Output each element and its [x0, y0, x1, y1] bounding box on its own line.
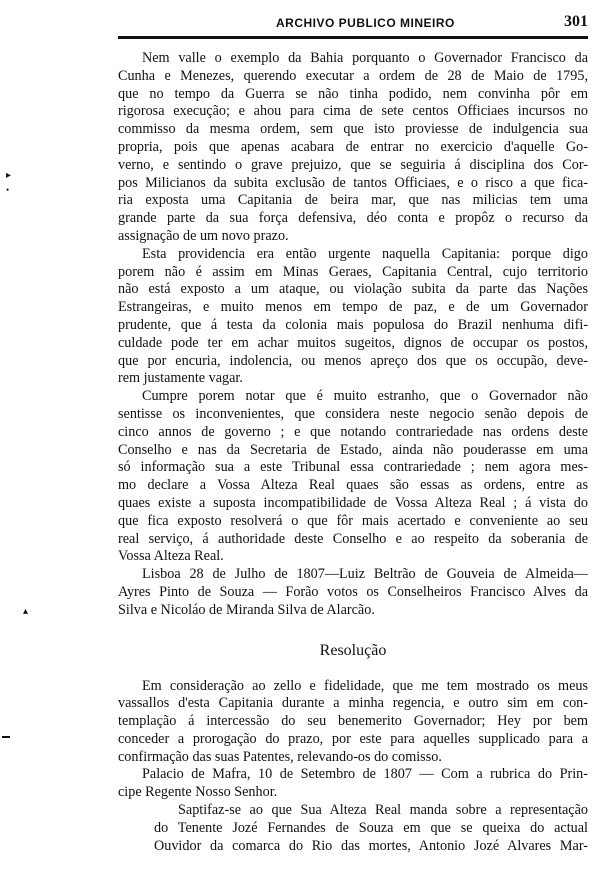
body-text: [118, 50, 588, 855]
paragraph: [118, 50, 588, 246]
text-line: culdade pode ter em achar muitos sugeitos, dignos de occupar os postos,: [118, 334, 588, 351]
margin-mark: •: [6, 185, 10, 195]
paragraph: [118, 566, 588, 619]
text-line: Estrangeiras, e muito menos em tempo de paz, e de um Governador: [118, 299, 588, 316]
page-number: 301: [564, 13, 588, 30]
text-line: verno, e sentindo o grave prejuizo, que se seguiria á disciplina dos Cor-: [118, 156, 588, 173]
text-line: prudente, que á testa da colonia mais populosa do Brazil nenhuma difi-: [118, 316, 588, 333]
text-line: propria, pois que apenas acabara de entrar no exercicio d'aquelle Go-: [118, 138, 588, 155]
header-title: ARCHIVO PUBLICO MINEIRO: [276, 16, 455, 30]
text-line: mo declare a Vossa Alteza Real quaes são essas as ordens, entre as: [118, 477, 588, 494]
text-line: Lisboa 28 de Julho de 1807—Luiz Beltrão de Gouveia de Almeida—: [142, 566, 588, 583]
text-line: Saptifaz-se ao que Sua Alteza Real manda sobre a representação: [178, 802, 588, 819]
margin-mark: ▴: [23, 606, 29, 617]
paragraph: [118, 678, 588, 767]
text-line: rigorosa execução; e ahou para cima de sete centos Officiaes incursos no: [118, 103, 588, 120]
margin-mark: [2, 736, 10, 738]
text-line: não está exposto a um ataque, ou violação subita da parte das Nações: [118, 281, 588, 298]
text-line: Palacio de Mafra, 10 de Setembro de 1807 — Com a rubrica do Prin-: [142, 766, 588, 783]
margin-mark: ▸: [6, 170, 12, 181]
text-line: templação á intercessão do seu benemerito Governador; Hey por bem: [118, 713, 588, 730]
paragraph: [118, 388, 588, 566]
text-line: cinco annos de governo ; e que notando contrariedade nas ordens deste: [118, 423, 588, 440]
text-line: Ouvidor da comarca do Rio das mortes, Antonio Jozé Alvares Mar-: [154, 837, 588, 854]
section-heading: Resolução: [319, 641, 387, 659]
text-line: rem justamente vagar.: [118, 370, 243, 387]
text-line: confirmação das suas Patentes, relevando-os do comisso.: [118, 748, 442, 765]
text-line: pos Milicianos da subita exclusão de tantos Officiaes, e o risco a que fica-: [118, 174, 588, 191]
text-line: conceder a prorogação do prazo, por este para aquelles supplicado para a: [118, 730, 588, 747]
header-rule: [118, 36, 588, 39]
text-line: commisso da mesma ordem, sem que isto proviesse de indulgencia sua: [118, 121, 588, 138]
text-line: do Tenente Jozé Fernandes de Souza em que se queixa do actual: [154, 819, 588, 836]
text-line: vassallos d'esta Capitania durante a minha regencia, e outro sim em con-: [118, 695, 588, 712]
text-line: porem não é assim em Minas Geraes, Capitania Central, cujo territorio: [118, 263, 588, 280]
text-line: quaes existe a suposta incompatibilidade de Vossa Alteza Real ; á vista do: [118, 494, 588, 511]
text-line: Silva e Nicoláo de Miranda Silva de Alarcão.: [118, 601, 375, 618]
text-line: Cunha e Menezes, querendo executar a ordem de 28 de Maio de 1795,: [118, 67, 588, 84]
text-line: que no tempo da Guerra se não tinha podido, nem convinha pôr em: [118, 85, 588, 102]
paragraph: [118, 246, 588, 388]
text-line: grande parte da sua força defensiva, déo conta e propôz o recurso da: [118, 210, 588, 227]
running-header: [118, 12, 588, 36]
text-line: Ayres Pinto de Souza — Forão votos os Conselheiros Francisco Alves da: [118, 583, 588, 600]
text-line: Nem valle o exemplo da Bahia porquanto o Governador Francisco da: [142, 50, 588, 66]
text-line: só informação sua a este Tribunal essa contrariedade ; nem agora mes-: [118, 459, 588, 476]
text-line: Em consideração ao zello e fidelidade, que me tem mostrado os meus: [142, 677, 588, 694]
paragraph: [118, 802, 588, 855]
text-line: Conselho e nas da Secretaria de Estado, ainda não pouderasse em uma: [118, 441, 588, 458]
text-line: sentisse os inconvenientes, que considera neste negocio senão depois de: [118, 405, 588, 422]
text-line: Cumpre porem notar que é muito estranho, que o Governador não: [142, 388, 588, 405]
text-line: que por encuria, indolencia, ou menos apreço dos que os occupão, deve-: [118, 352, 588, 369]
text-line: assignação de um novo prazo.: [118, 227, 289, 244]
text-line: Vossa Alteza Real.: [118, 548, 224, 565]
text-line: Esta providencia era então urgente naquella Capitania: porque digo: [142, 245, 588, 262]
text-line: ria exposta uma Capitania de beira mar, que nas milicias tem uma: [118, 192, 588, 209]
text-line: que fica exposto resolverá o que fôr mais acertado e conveniente ao seu: [118, 512, 588, 529]
text-line: real serviço, á authoridade deste Conselho e ao respeito da soberania de: [118, 530, 588, 547]
text-line: cipe Regente Nosso Senhor.: [118, 784, 278, 801]
paragraph: [118, 766, 588, 802]
